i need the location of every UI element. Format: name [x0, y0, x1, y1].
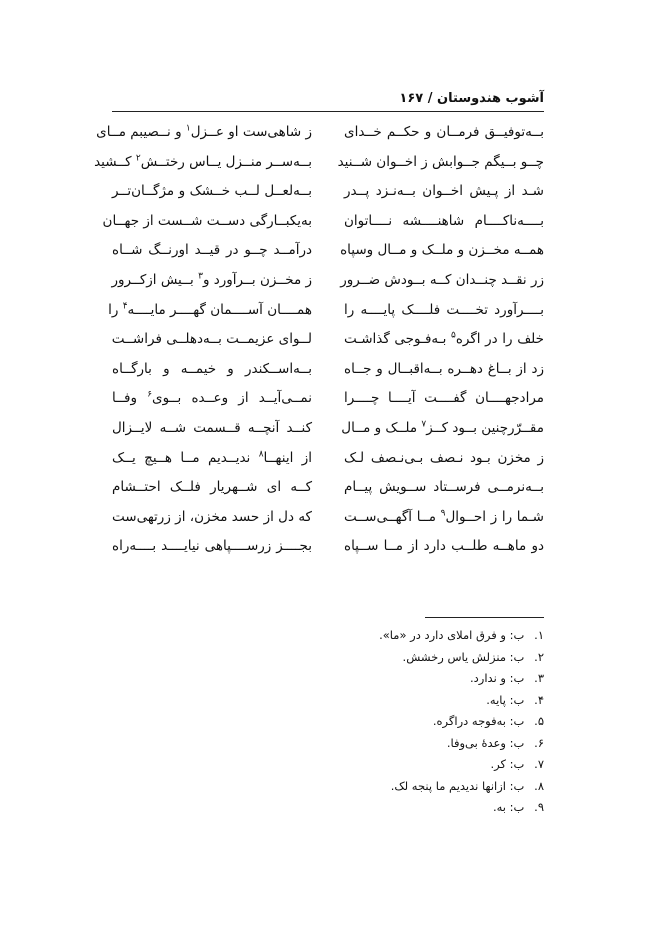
hemistich-text: نمــی‌آیــد از وعــده بــوی — [152, 390, 312, 407]
right-hemistich — [344, 473, 544, 503]
footnote-text: ب: پایه. — [486, 692, 525, 707]
hemistich-text: بجــــز زرســــپاهی نیایــــد بــــه‌راه — [112, 538, 312, 555]
footnote-item — [300, 625, 544, 647]
right-hemistich — [344, 207, 544, 237]
right-hemistich — [340, 266, 544, 296]
hemistich-text: شـد از پـیش اخــوان بــه‌نـزد پــدر — [344, 183, 544, 200]
footnote-item — [300, 797, 544, 819]
footnote-number: ۶. — [534, 735, 544, 750]
left-hemistich — [112, 444, 312, 474]
footnote-marker: ۱ — [185, 123, 191, 134]
footnote-marker: ۴ — [122, 301, 128, 312]
hemistich-text: بــه‌توفیــق فرمــان و حکــم خــدای — [344, 124, 544, 140]
hemistich-text: همــــان آســــمان گهــــر مایــــه — [127, 301, 312, 318]
footnote-marker: ۵ — [450, 330, 456, 341]
poem-line — [112, 384, 544, 414]
poem-line — [112, 414, 544, 444]
footnote-item — [300, 647, 544, 669]
right-hemistich — [344, 355, 544, 385]
poem-line — [112, 532, 544, 562]
footnote-number: ۷. — [534, 757, 544, 771]
hemistich-text: به‌یکبــارگی دســت شــست از جهــان — [102, 212, 312, 229]
hemistich-text: کنــد آنچــه قــسمت شــه لایــزال — [112, 419, 312, 436]
hemistich-text: بــه‌ســر منــزل یــاس رختــش — [140, 153, 312, 170]
footnote-text: ب: ازانها ندیدیم ما پنجه لک. — [390, 778, 525, 793]
footnote-text: ب: به. — [492, 800, 525, 814]
footnote-item — [300, 733, 544, 755]
poem-line — [108, 296, 544, 326]
right-hemistich — [344, 118, 544, 148]
left-hemistich — [108, 296, 312, 326]
footnote-text: ب: وعدهٔ بی‌وفا. — [446, 735, 525, 750]
right-hemistich — [337, 148, 544, 178]
hemistich-text: درآمــد چــو در قیــد اورنــگ شــاه — [112, 242, 312, 259]
hemistich-text-after: وفــا — [112, 390, 148, 407]
right-hemistich — [344, 532, 544, 562]
poem-line — [112, 444, 544, 474]
poem-line — [112, 177, 544, 207]
poem-line — [102, 207, 544, 237]
running-header — [112, 88, 544, 110]
hemistich-text: بــه‌اســکندر و خیمــه و بارگــاه — [112, 360, 312, 377]
footnote-item — [300, 776, 544, 798]
footnotes — [300, 625, 544, 819]
header-title: آشوب هندوستان / ۱۶۷ — [399, 91, 544, 106]
hemistich-text: بــه‌لعــل لــب خــشک و مژگــان‌تــر — [112, 183, 312, 200]
footnote-number: ۳. — [534, 671, 544, 685]
hemistich-text: بــه‌نرمــی فرســتاد ســویش پیــام — [344, 479, 544, 496]
right-hemistich — [344, 177, 544, 207]
hemistich-text-after: ندیــدیم مــا هــیچ یــک — [112, 449, 259, 466]
footnote-number: ۱. — [534, 628, 544, 642]
hemistich-text-after: بــیش ازکــرور — [111, 271, 199, 288]
left-hemistich — [102, 207, 312, 237]
footnote-item — [300, 711, 544, 733]
left-hemistich — [96, 118, 312, 148]
footnote-item — [300, 690, 544, 712]
hemistich-text: دو ماهــه طلــب دارد از مــا ســپاه — [344, 538, 544, 555]
left-hemistich — [112, 414, 312, 444]
footnote-marker: ۲ — [135, 153, 141, 164]
footnote-number: ۵. — [534, 714, 544, 728]
footnote-number: ۹. — [534, 800, 544, 814]
poem-line — [112, 503, 544, 533]
footnote-number: ۸. — [534, 778, 544, 793]
poem-line — [112, 266, 544, 296]
hemistich-text: مرادجهــــان گفــــت آیــــا چــــرا — [344, 390, 544, 407]
right-hemistich — [341, 414, 544, 444]
footnote-text: ب: به‌فوجه دراگره. — [432, 714, 525, 728]
hemistich-text-after: و نــصیبم مــای — [96, 124, 186, 140]
right-hemistich — [344, 296, 544, 326]
right-hemistich — [344, 444, 544, 474]
footnote-marker: ۷ — [421, 419, 427, 430]
footnote-text: ب: و ندارد. — [470, 671, 525, 685]
footnote-marker: ۹ — [440, 508, 446, 519]
footnote-text: ب: منزلش یاس رخشش. — [402, 649, 525, 664]
footnote-rule — [425, 617, 544, 618]
hemistich-text: زر نقــد چنــدان کــه بــودش ضــرور — [340, 271, 544, 288]
footnote-item — [300, 668, 544, 690]
poem-line — [96, 118, 544, 148]
hemistich-text: لــوای عزیمــت بــه‌دهلــی فراشــت — [111, 331, 312, 348]
hemistich-text: بــــه‌ناکــــام شاهنــــشه نــــاتوان — [344, 212, 544, 229]
hemistich-text: مقــرّرچنین بــود کــز — [426, 419, 544, 436]
footnote-marker: ۸ — [258, 449, 264, 460]
left-hemistich — [112, 177, 312, 207]
right-hemistich — [344, 384, 544, 414]
poem-line — [94, 148, 544, 178]
hemistich-text: شـما را ز احــوال — [445, 508, 544, 525]
left-hemistich — [112, 503, 312, 533]
poem-line — [112, 236, 544, 266]
poem-line — [112, 355, 544, 385]
left-hemistich — [112, 266, 312, 296]
footnote-number: ۲. — [534, 649, 544, 664]
header-rule — [112, 111, 544, 112]
hemistich-text: ز مخــزن بــرآورد و — [202, 271, 312, 288]
hemistich-text-after: کــشید — [94, 153, 136, 170]
footnote-text: ب: کر. — [490, 757, 525, 771]
hemistich-text: از اینهــا — [263, 449, 313, 466]
footnote-text: ب: و فرق املای دارد در «ما». — [379, 628, 525, 642]
poem-line — [112, 473, 544, 503]
hemistich-text: ز مخزن بـود نـصف بـی‌نـصف لـک — [344, 449, 544, 466]
hemistich-text: که دل از حسد مخزن، از زرتهی‌ست — [112, 508, 312, 525]
right-hemistich — [344, 325, 544, 355]
hemistich-text: خلف را در اگره — [455, 331, 544, 348]
hemistich-text-after: را — [108, 301, 123, 318]
left-hemistich — [112, 532, 312, 562]
hemistich-text: کــه ای شــهریار فلــک احتــشام — [112, 479, 312, 496]
footnote-marker: ۳ — [198, 271, 203, 282]
left-hemistich — [112, 473, 312, 503]
left-hemistich — [94, 148, 312, 178]
hemistich-text: بــــرآورد تخــــت فلــــک پایــــه را — [344, 301, 544, 318]
hemistich-text: ز شاهی‌ست او عــزل — [190, 124, 312, 140]
hemistich-text-after: مــا آگهــی‌ســت — [344, 508, 441, 525]
right-hemistich — [344, 503, 544, 533]
footnote-marker: ۶ — [147, 389, 153, 400]
hemistich-text-after: بـه‌فـوجی گذاشـت — [344, 331, 451, 348]
left-hemistich — [112, 325, 312, 355]
footnote-number: ۴. — [534, 692, 544, 707]
left-hemistich — [112, 355, 312, 385]
left-hemistich — [112, 236, 312, 266]
hemistich-text: زد از بــاغ دهــره بــه‌اقبــال و جــاه — [344, 360, 544, 377]
footnote-item — [300, 754, 544, 776]
left-hemistich — [112, 384, 312, 414]
poem-line — [112, 325, 544, 355]
right-hemistich — [340, 236, 544, 266]
poem-body — [94, 118, 544, 562]
hemistich-text: همــه مخــزن و ملــک و مــال وسپاه — [340, 242, 544, 259]
hemistich-text: چــو بــیگم جــوابش ز اخــوان شــنید — [337, 153, 544, 170]
hemistich-text-after: ملــک و مــال — [341, 419, 422, 436]
